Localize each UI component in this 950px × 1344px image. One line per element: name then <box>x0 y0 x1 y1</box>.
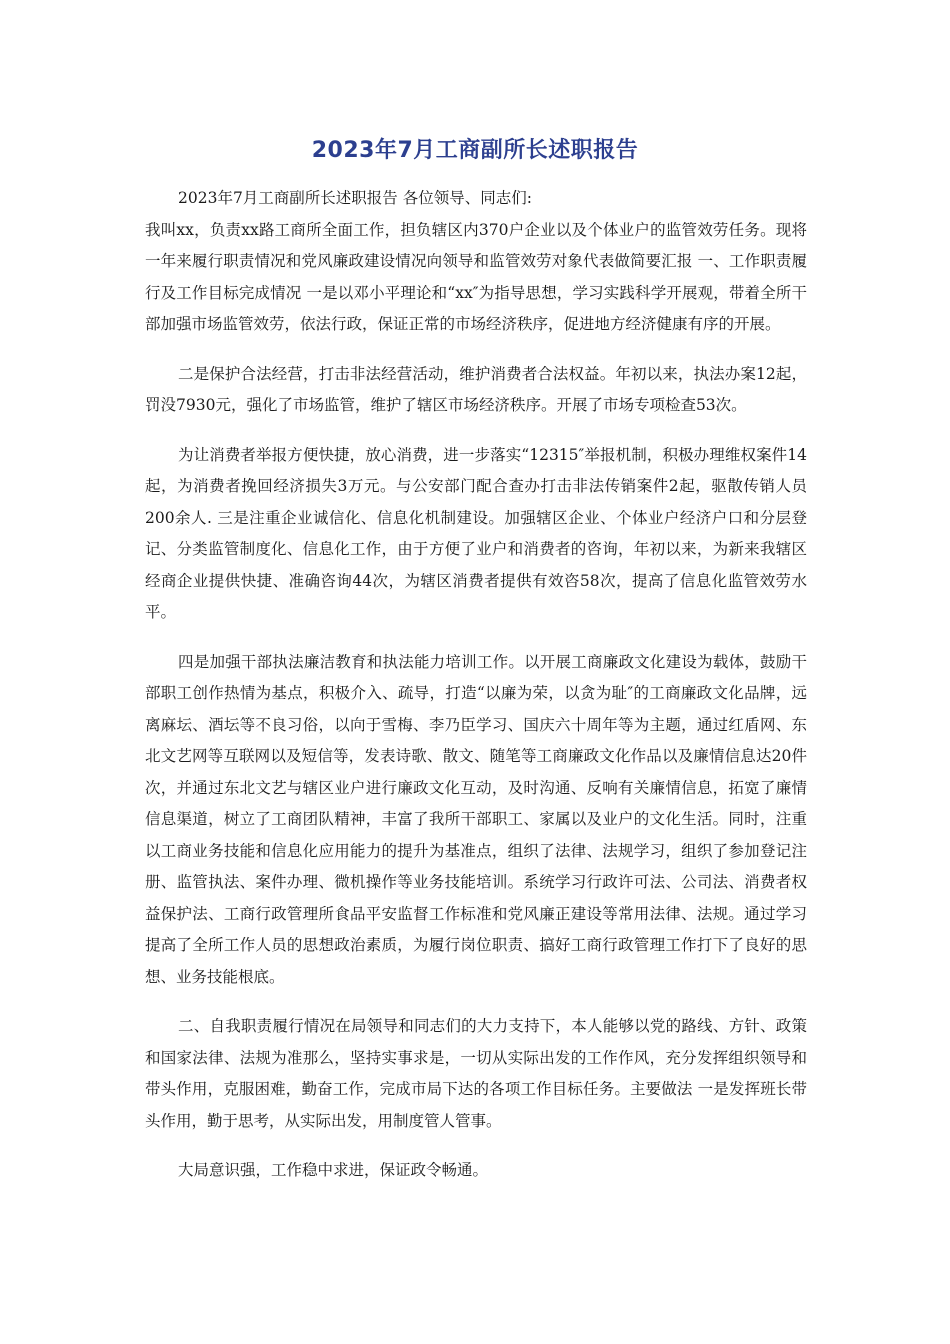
document-body <box>145 183 807 1205</box>
paragraph-legal-business: 二是保护合法经营，打击非法经营活动，维护消费者合法权益。年初以来，执法办案12起，罚没7930元，强化了市场监管，维护了辖区市场经济秩序。开展了市场专项检查53次。 <box>145 364 807 414</box>
paragraph-training: 四是加强干部执法廉洁教育和执法能力培训工作。以开展工商廉政文化建设为载体，鼓励干部职工创作热情为基点，积极介入、疏导，打造“以廉为荣，以贪为耻″的工商廉政文化品牌，远离麻坛、酒坛等不良习俗，以向于雪梅、李乃臣学习、国庆六十周年等为主题，通过红盾网、东北文艺网等互联网以及短信等，发表诗歌、散文、随笔等工商廉政文化作品以及廉情信息达20件次，并通过东北文艺与辖区业户进行廉政文化互动，及时沟通、反响有关廉情信息，拓宽了廉情信息渠道，树立了工商团队精神，丰富了我所干部职工、家属以及业户的文化生活。同时，注重以工商业务技能和信息化应用能力的提升为基准点，组织了法律、法规学习，组织了参加登记注册、监管执法、案件办理、微机操作等业务技能培训。系统学习行政许可法、公司法、消费者权益保护法、工商行政管理所食品平安监督工作标准和党风廉正建设等常用法律、法规。通过学习提高了全所工作人员的思想政治素质，为履行岗位职责、搞好工商行政管理工作打下了良好的思想、业务技能根底。 <box>145 652 807 986</box>
document-title: 2023年7月工商副所长述职报告 <box>311 138 639 163</box>
paragraph-consumer-complaints: 为让消费者举报方便快捷，放心消费，进一步落实“12315″举报机制，积极办理维权案件14起，为消费者挽回经济损失3万元。与公安部门配合查办打击非法传销案件2起，驱散传销人员200余人. 三是注重企业诚信化、信息化机制建设。加强辖区企业、个体业户经济户口和分层登记、分类监管制度化、信息化工作，由于方便了业户和消费者的咨询，年初以来，为新来我辖区经商企业提供快捷、准确咨询44次，为辖区消费者提供有效咨58次，提高了信息化监管效劳水平。 <box>145 445 807 621</box>
paragraph-overall-awareness: 大局意识强，工作稳中求进，保证政令畅通。 <box>178 1161 489 1179</box>
paragraph-self-performance: 二、自我职责履行情况在局领导和同志们的大力支持下，本人能够以党的路线、方针、政策和国家法律、法规为准那么，坚持实事求是，一切从实际出发的工作作风，充分发挥组织领导和带头作用，克服困难，勤奋工作，完成市局下达的各项工作目标任务。主要做法 一是发挥班长带头作用，勤于思考，从实际出发，用制度管人管事。 <box>145 1017 807 1130</box>
paragraph-salutation: 2023年7月工商副所长述职报告 各位领导、同志们: <box>178 189 532 207</box>
paragraph-introduction: 我叫xx，负责xx路工商所全面工作，担负辖区内370户企业以及个体业户的监管效劳任务。现将一年来履行职责情况和党风廉政建设情况向领导和监管效劳对象代表做简要汇报 一、工作职责履行及工作目标完成情况 一是以邓小平理论和“xx″为指导思想，学习实践科学开展观，带着全所干部加强市场监管效劳，依法行政，保证正常的市场经济秩序，促进地方经济健康有序的开展。 <box>145 220 807 333</box>
